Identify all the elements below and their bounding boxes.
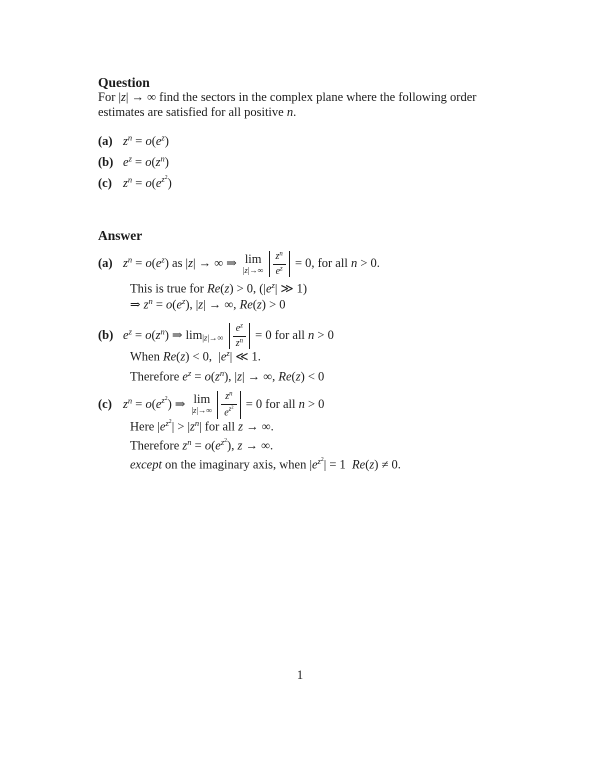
fraction: $\frac{e^z}{z^n}$ [233, 323, 246, 349]
answer-c-line-3: Therefore $z^n = o(e^{z^2})$, z → ∞. [130, 436, 274, 453]
fraction: $\frac{z^n}{e^z}$ [273, 251, 286, 277]
item-math: $e^z = o(z^n)$ [123, 153, 169, 169]
question-paragraph [98, 90, 502, 119]
question-item-b [98, 154, 502, 170]
abs-bar [269, 251, 270, 277]
item-label: (b) [98, 328, 114, 343]
question-title: Question [98, 75, 150, 90]
question-item-list [98, 133, 502, 191]
item-math: $z^n = o(e^z)$ [123, 132, 169, 148]
answer-a-line-3: ⇒ $z^n = o(e^z)$, |z| → ∞, Re(z) > 0 [130, 296, 286, 312]
question-paragraph-line-2: estimates are satisfied for all positive n. [98, 104, 297, 119]
question-paragraph-line-1: For |z| → ∞ find the sectors in the complex plane where the following order [98, 90, 477, 104]
answer-c-line-1 [98, 391, 502, 419]
answer-a-math-1: $z^n = o(e^z)$ as |z| → ∞ ⇒ lim |z|→∞ $\frac{z^n}{e^z}$ = 0, for all n > 0. [123, 250, 380, 277]
abs-bar [249, 323, 250, 349]
answer-item-c [98, 391, 502, 474]
limit-operator: lim |z|→∞ [191, 392, 213, 416]
limit-operator: lim |z|→∞ [242, 251, 264, 275]
answer-c-line-2: Here $|e^{z^2}| > |z^n|$ for all z → ∞. [130, 417, 274, 434]
answer-b-line-3: Therefore $e^z = o(z^n)$, |z| → ∞, Re(z) < 0 [130, 367, 325, 384]
answer-b-math-1: $e^z = o(z^n)$ ⇒ lim|z|→∞ $\frac{e^z}{z^n}$ = 0 for all n > 0 [123, 322, 334, 349]
abs-bar [240, 391, 241, 419]
answer-b-line-1 [98, 323, 502, 349]
page-content [98, 76, 502, 473]
answer-c-math-1: $z^n = o(e^{z^2})$ ⇒ lim |z|→∞ $\frac{z^n}{e^{z^2}}$ = 0 for all n > 0 [123, 390, 325, 418]
item-label: (a) [98, 134, 113, 148]
answer-b-line-2: When Re(z) < 0, $|e^z|$ ≪ 1. [130, 348, 261, 365]
item-label: (b) [98, 155, 114, 169]
item-label: (c) [98, 396, 112, 411]
item-label: (c) [98, 176, 112, 190]
item-label: (a) [98, 255, 113, 270]
fraction: $\frac{z^n}{e^{z^2}}$ [221, 391, 236, 418]
answer-item-a [98, 251, 502, 313]
answer-title: Answer [98, 228, 143, 243]
answer-a-line-1 [98, 251, 502, 277]
abs-bar [229, 323, 230, 349]
abs-bar [289, 251, 290, 277]
abs-bar [217, 391, 218, 419]
answer-c-line-4: except on the imaginary axis, when $|e^{z^2}| = 1$ Re(z) ≠ 0. [130, 456, 401, 472]
question-item-c [98, 175, 502, 191]
page-number: 1 [296, 668, 304, 682]
item-math: $z^n = o(e^{z^2})$ [123, 174, 172, 190]
answer-a-line-2: This is true for Re(z) > 0, ($|e^z|$ ≫ 1) [130, 280, 308, 296]
answer-item-b [98, 323, 502, 384]
question-item-a [98, 133, 502, 149]
